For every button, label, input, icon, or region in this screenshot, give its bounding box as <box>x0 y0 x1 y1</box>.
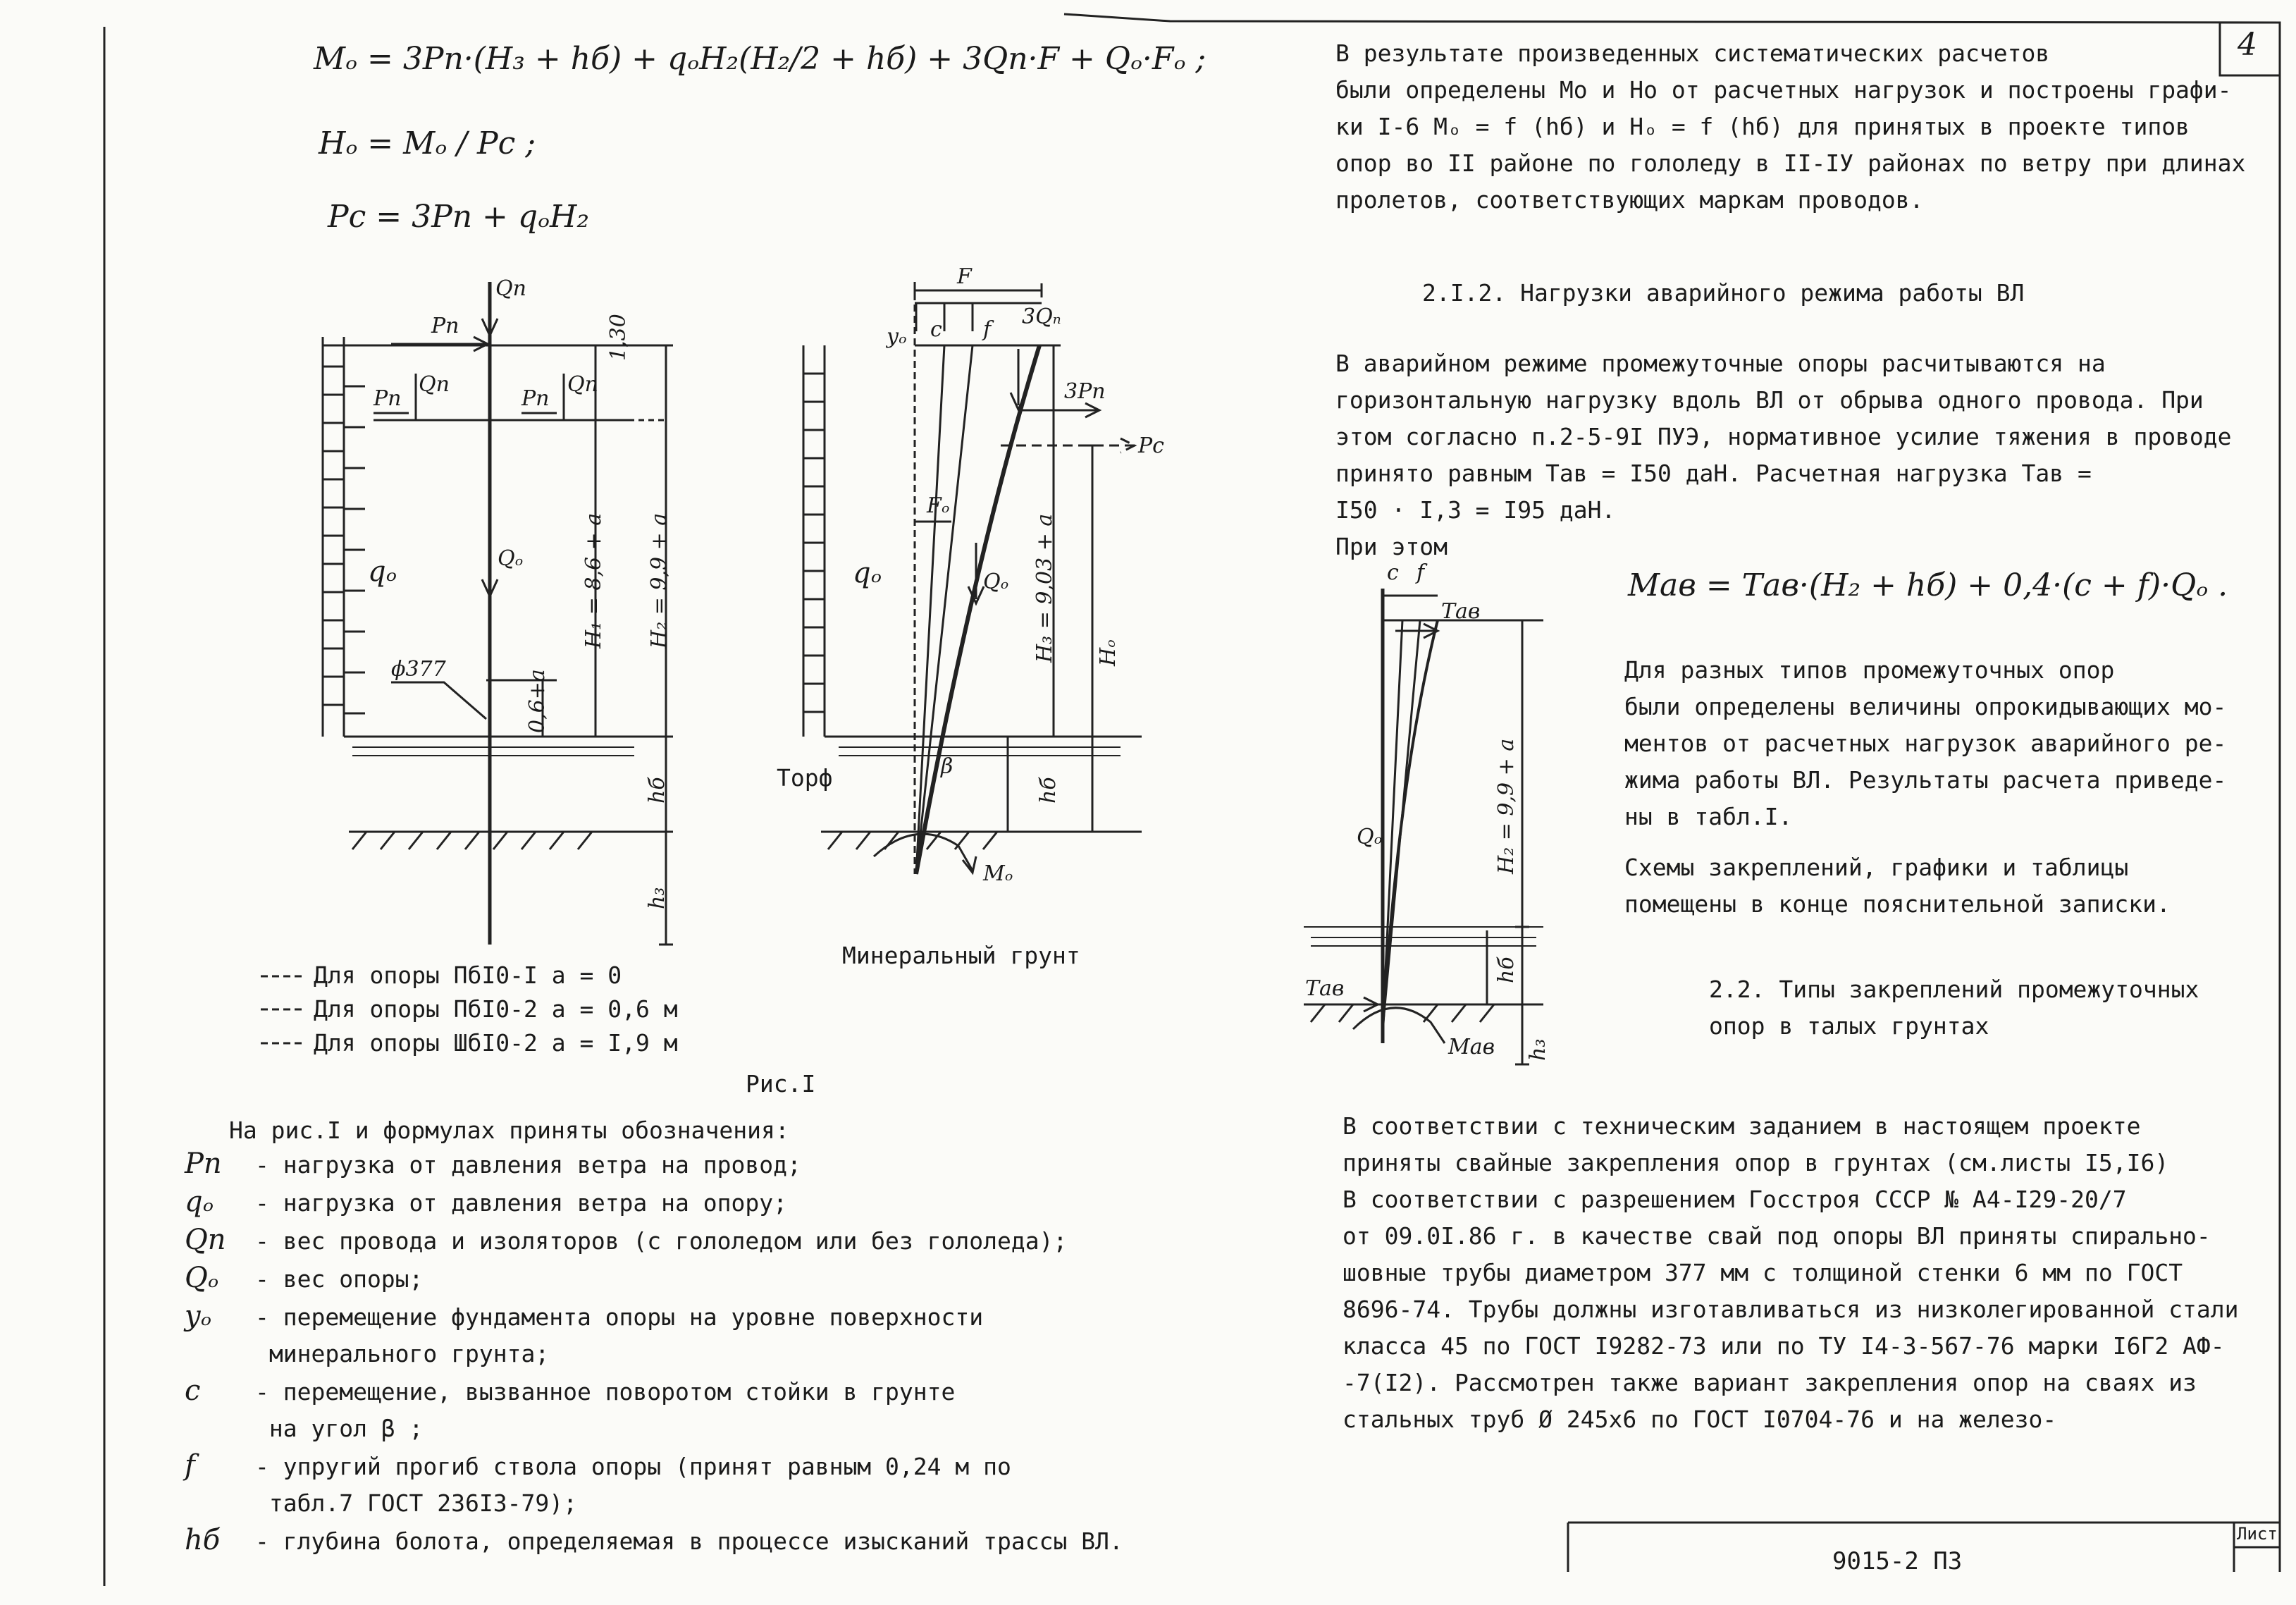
text-line: класса 45 по ГОСТ I9282-73 или по ТУ I4-3-567-76 марки I6Г2 АФ- <box>1343 1332 2225 1360</box>
fig1-dim-130: 1,30 <box>606 314 631 361</box>
notation-row <box>185 1298 1123 1336</box>
text-line: В соответствии с разрешением Госстроя СССР № А4-I29-20/7 <box>1343 1186 2127 1213</box>
notation-text: - нагрузка от давления ветра на провод; <box>255 1151 801 1179</box>
notation-row <box>185 1260 1123 1298</box>
notation-text: на угол β ; <box>255 1415 424 1442</box>
legend-item: Для опоры ПбI0-I a = 0 <box>314 961 622 989</box>
fig1-hb: hб <box>645 777 669 804</box>
fig3-c: c <box>1387 560 1399 585</box>
section-heading-types <box>1709 971 2199 1045</box>
fig1-pn2: Pп <box>374 386 402 411</box>
legend-item: Для опоры ШбI0-2 a = I,9 м <box>314 1029 678 1057</box>
notation-text: - вес опоры; <box>255 1265 424 1293</box>
notation-row <box>185 1447 1123 1485</box>
notation-symbol: qₒ <box>185 1186 214 1218</box>
text-line: 2.2. Типы закреплений промежуточных <box>1709 976 2199 1003</box>
formula-mab: Mав = Tав·(H₂ + hб) + 0,4·(c + f)·Qₒ . <box>1628 567 2228 603</box>
text-line: помещены в конце пояснительной записки. <box>1624 890 2171 918</box>
fig2-h3: H₃ = 9,03 + a <box>1032 513 1057 663</box>
fig1-d06: 0,6+a <box>525 669 550 733</box>
text-line: этом согласно п.2-5-9I ПУЭ, нормативное усилие тяжения в проводе <box>1335 423 2232 450</box>
notation-text: - глубина болота, определяемая в процессе изысканий трассы ВЛ. <box>255 1527 1123 1555</box>
text-line: ки I-6 Mₒ = f (hб) и Hₒ = f (hб) для принятых в проекте типов <box>1335 113 2190 140</box>
fig2-pc: Pc <box>1138 433 1164 458</box>
fig1-d377: ϕ377 <box>391 657 446 682</box>
fig3-hb: hб <box>1494 957 1519 983</box>
fig2-mo: Mₒ <box>983 861 1013 886</box>
text-line: Для разных типов промежуточных опор <box>1624 656 2115 684</box>
section-heading-emergency: 2.I.2. Нагрузки аварийного режима работы ВЛ <box>1422 279 2025 307</box>
fig3-tab: Tав <box>1441 599 1481 624</box>
text-line: -7(I2). Рассмотрен также вариант закрепления опор на сваях из <box>1343 1369 2197 1396</box>
text-line: стальных труб Ø 245x6 по ГОСТ I0704-76 и на железо- <box>1343 1406 2057 1433</box>
paragraph-moments <box>1624 652 2226 923</box>
text-line: Схемы закреплений, графики и таблицы <box>1624 854 2129 881</box>
text-line: пролетов, соответствующих маркам проводов. <box>1335 186 1924 214</box>
fig2-c: c <box>930 317 942 342</box>
fig1-pn: Pп <box>431 314 459 338</box>
text-line: В аварийном режиме промежуточные опоры расчитываются на <box>1335 350 2106 377</box>
paragraph-results <box>1335 35 2245 219</box>
text-line: 8696-74. Трубы должны изготавливаться из низколегированной стали <box>1343 1296 2239 1323</box>
fig1-pn3: Pп <box>521 386 550 411</box>
notation-symbol: c <box>185 1375 201 1407</box>
notation-symbol: Qₒ <box>185 1262 219 1294</box>
fig2-yo: yₒ <box>887 324 907 349</box>
fig3-qo: Qₒ <box>1357 825 1383 849</box>
doc-code: 9015-2 ПЗ <box>1832 1547 1963 1575</box>
text-line: В результате произведенных систематических расчетов <box>1335 39 2050 67</box>
fig2-beta: β <box>941 754 953 779</box>
fig3-h3: h₃ <box>1526 1038 1550 1061</box>
fig2-3qn: 3Qₙ <box>1022 305 1061 329</box>
notation-symbol: hб <box>185 1524 221 1556</box>
page-number: 4 <box>2238 27 2257 63</box>
formula-ho: Hₒ = Mₒ / Pc ; <box>319 125 536 161</box>
text-line: были определены величины опрокидывающих мо- <box>1624 693 2227 720</box>
fig3-f: f <box>1417 560 1425 585</box>
notation-row <box>185 1222 1123 1260</box>
notation-row <box>185 1183 1123 1222</box>
fig1-qn2: Qп <box>419 372 450 397</box>
legend-markers <box>261 976 303 1043</box>
fig1-h2: H₂ = 9,9 + a <box>647 512 672 648</box>
text-line: были определены Мо и Но от расчетных нагрузок и построены графи- <box>1335 76 2232 104</box>
notation-row <box>185 1410 1123 1447</box>
fig3-mab: Mав <box>1448 1035 1495 1059</box>
text-line: принято равным Tав = I50 даН. Расчетная нагрузка Tав = <box>1335 460 2092 487</box>
notation-symbol: Qп <box>185 1224 226 1256</box>
notation-row <box>185 1485 1123 1522</box>
notation-row <box>185 1372 1123 1410</box>
notation-symbol: f <box>185 1449 195 1482</box>
text-line: ментов от расчетных нагрузок аварийного ре- <box>1624 730 2227 757</box>
fig1-h3: h₃ <box>645 887 669 909</box>
notation-text: табл.7 ГОСТ 236I3-79); <box>255 1489 577 1517</box>
fig1-h1: H₁ = 8,6 + a <box>581 512 606 648</box>
text-line: от 09.0I.86 г. в качестве свай под опоры ВЛ приняты спирально- <box>1343 1222 2211 1250</box>
text-line: жима работы ВЛ. Результаты расчета приведе- <box>1624 766 2227 794</box>
text-line: ны в табл.I. <box>1624 803 1793 830</box>
paragraph-emergency <box>1335 345 2232 565</box>
fig2-Qo: Qₒ <box>983 570 1009 594</box>
notation-text: - перемещение, вызванное поворотом стойки в грунте <box>255 1378 956 1406</box>
notation-row <box>185 1145 1123 1183</box>
fig3-tab2: Tав <box>1305 976 1345 1001</box>
notation-text: - нагрузка от давления ветра на опору; <box>255 1189 787 1217</box>
fig2-f: f <box>983 317 992 342</box>
notation-text: - перемещение фундамента опоры на уровне поверхности <box>255 1303 984 1331</box>
text-line: В соответствии с техническим заданием в настоящем проекте <box>1343 1112 2141 1140</box>
formula-pc: Pc = 3Pп + qₒH₂ <box>328 199 589 235</box>
paragraph-foundations <box>1343 1108 2239 1438</box>
fig1-drawing <box>323 282 673 945</box>
text-line: опор во II районе по гололеду в II-IУ районах по ветру при длинах <box>1335 149 2246 177</box>
text-line: I50 · I,3 = I95 даН. <box>1335 496 1616 524</box>
notation-row <box>185 1522 1123 1560</box>
fig1-qn: Qп <box>495 276 526 301</box>
notation-symbol: Pп <box>185 1148 222 1180</box>
figure-caption: Рис.I <box>746 1070 816 1097</box>
notation-symbol: yₒ <box>185 1300 212 1332</box>
fig1-qn3: Qп <box>567 372 598 397</box>
text-line: приняты свайные закрепления опор в грунтах (см.листы I5,I6) <box>1343 1149 2169 1176</box>
text-line: горизонтальную нагрузку вдоль ВЛ от обрыва одного провода. При <box>1335 386 2204 414</box>
fig2-caption: Минеральный грунт <box>842 942 1080 969</box>
sheet-label: Лист <box>2237 1524 2278 1544</box>
legend-item: Для опоры ПбI0-2 a = 0,6 м <box>314 995 678 1023</box>
formula-mo: Mₒ = 3Pп·(H₃ + hб) + qₒH₂(H₂/2 + hб) + 3Qп·F + Qₒ·Fₒ ; <box>314 41 1206 77</box>
fig2-ho: Hₒ <box>1096 639 1121 666</box>
notation-list <box>185 1145 1123 1560</box>
text-line: опор в талых грунтах <box>1709 1012 1989 1040</box>
notation-text: - вес провода и изоляторов (с гололедом или без гололеда); <box>255 1227 1068 1255</box>
notation-title: На рис.I и формулах приняты обозначения: <box>229 1117 789 1144</box>
fig2-torf: Торф <box>777 764 833 792</box>
notation-text: - упругий прогиб ствола опоры (принят равным 0,24 м по <box>255 1453 1011 1480</box>
notation-row <box>185 1336 1123 1372</box>
fig1-qo: qₒ <box>368 555 397 588</box>
text-line: шовные трубы диаметром 377 мм с толщиной стенки 6 мм по ГОСТ <box>1343 1259 2183 1286</box>
fig2-F: F <box>957 264 972 289</box>
fig2-fo: Fₒ <box>927 493 950 518</box>
fig2-qo: qₒ <box>853 557 882 589</box>
fig1-Qo: Qₒ <box>498 546 524 571</box>
notation-text: минерального грунта; <box>255 1340 550 1367</box>
text-line: При этом <box>1335 533 1448 560</box>
fig2-3pn: 3Pп <box>1064 379 1106 404</box>
fig3-h2: H₂ = 9,9 + a <box>1494 738 1519 874</box>
fig2-hb: hб <box>1036 777 1061 804</box>
